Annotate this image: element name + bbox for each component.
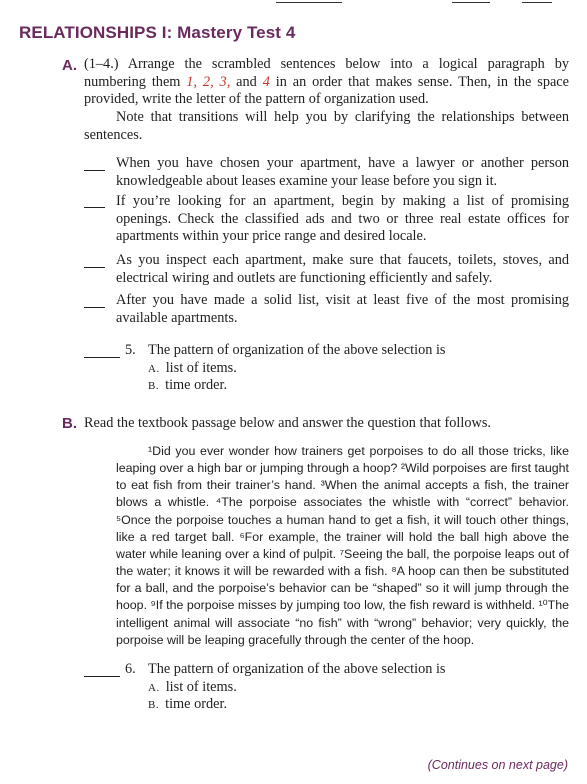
scrambled-sentence-4: After you have made a solid list, visit at least five of the most promising available apartments. xyxy=(116,292,569,326)
textbook-passage: ¹Did you ever wonder how trainers get porpoises to do all those tricks, like leaping over a high bar or jumping through a hoop? ²Wild porpoises are first taught to eat fish from their trainer’s hand. ³When the animal accepts a fish, the trainer blows a whistle. ⁴The porpoise associates the whistle with “correct” behavior. ⁵Once the porpoise touches a human hand to get a fish, it will touch other things, like a red target ball. ⁶For example, the trainer will hold the ball high above the water while leaning over a kind of pulpit. ⁷Seeing the ball, the porpoise leaps out of the water; it knows it will be rewarded with a fish. ⁸A hoop can then be substituted for a ball, and the porpoise’s behavior can be “shaped” so it will jump through the hoop. ⁹If the porpoise misses by jumping too low, the fish reward is withheld. ¹⁰The intelligent animal will associate “no fish” with “wrong” behavior; very quickly, the porpoise will be leaping gracefully through the center of the hoop. xyxy=(116,444,569,647)
answer-blank-question-6[interactable] xyxy=(84,676,120,677)
answer-blank-sentence-1[interactable] xyxy=(84,170,105,171)
question-6-text: The pattern of organization of the above selection is xyxy=(148,661,446,677)
continues-note: (Continues on next page) xyxy=(427,758,568,772)
scrambled-sentence-1: When you have chosen your apartment, have a lawyer or another person knowledgeable about leases examine your lease before you sign it. xyxy=(116,155,569,189)
question-5-number: 5. xyxy=(125,342,136,358)
section-a-instructions: (1–4.) Arrange the scrambled sentences below into a logical paragraph by numbering them 1, 2, 3, and 4 in an order that makes sense. Then, in the space provided, write the letter of the pattern of organization used. xyxy=(84,56,569,108)
scrambled-sentence-3: As you inspect each apartment, make sure that faucets, toilets, stoves, and electrical wiring and outlets are functioning efficiently and safely. xyxy=(116,252,569,286)
question-6-option-a: A. list of items. xyxy=(148,679,237,695)
section-b-letter: B. xyxy=(62,415,77,432)
answer-blank-sentence-2[interactable] xyxy=(84,207,105,208)
scrambled-sentence-2: If you’re looking for an apartment, begin by making a list of promising openings. Check the classified ads and two or three real estate offices for apartments within your price range and desired locale. xyxy=(116,193,569,245)
section-a-letter: A. xyxy=(62,57,77,74)
answer-blank-sentence-4[interactable] xyxy=(84,307,105,308)
section-a-note: Note that transitions will help you by clarifying the relationships between sentences. xyxy=(84,109,569,143)
question-5-option-b: B. time order. xyxy=(148,377,228,393)
question-6-option-b: B. time order. xyxy=(148,696,228,712)
top-form-lines xyxy=(0,0,587,6)
answer-blank-sentence-3[interactable] xyxy=(84,267,105,268)
question-5-option-a: A. list of items. xyxy=(148,360,237,376)
page-title: RELATIONSHIPS I: Mastery Test 4 xyxy=(19,23,296,42)
answer-blank-question-5[interactable] xyxy=(84,357,120,358)
section-b-instructions: Read the textbook passage below and answer the question that follows. xyxy=(84,415,491,431)
question-5-text: The pattern of organization of the above selection is xyxy=(148,342,446,358)
question-6-number: 6. xyxy=(125,661,136,677)
